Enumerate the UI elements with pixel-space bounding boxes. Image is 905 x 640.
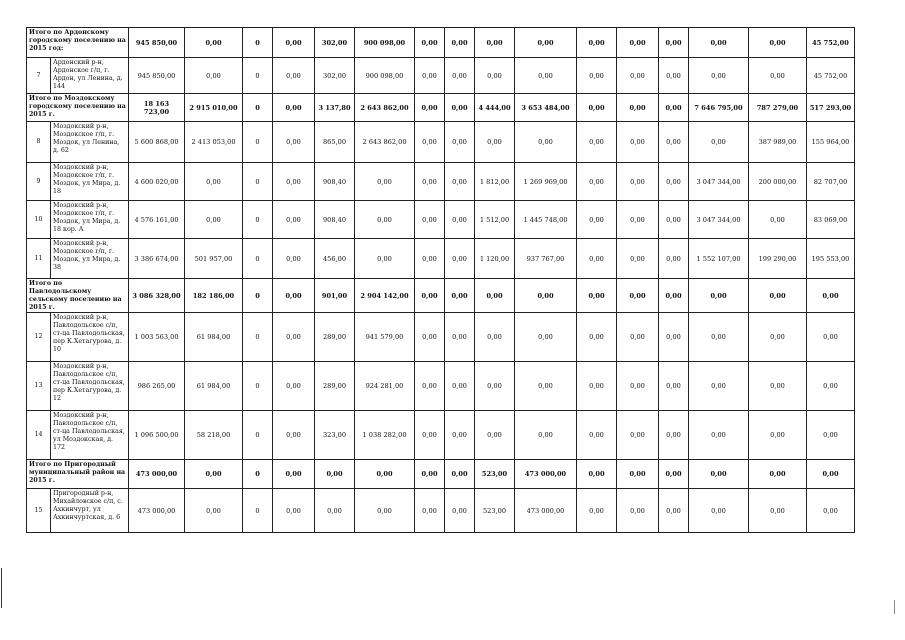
value-cell: 1 120,00	[475, 239, 515, 279]
value-cell: 0,00	[749, 28, 807, 58]
table-row	[27, 163, 855, 201]
value-cell: 0,00	[273, 201, 315, 239]
subtotal-label: Итого по Пригородный муниципальный район на 2015 г.	[27, 460, 129, 489]
capital-repair-table	[26, 27, 855, 533]
value-cell: 0,00	[445, 313, 475, 362]
value-cell: 900 098,00	[355, 28, 415, 58]
subtotal-row	[27, 94, 855, 122]
value-cell: 0,00	[749, 58, 807, 94]
value-cell: 0,00	[577, 239, 617, 279]
value-cell: 0,00	[617, 163, 659, 201]
value-cell: 0,00	[515, 58, 577, 94]
value-cell: 83 069,00	[807, 201, 855, 239]
value-cell: 0	[243, 201, 273, 239]
value-cell: 0	[243, 460, 273, 489]
value-cell: 0,00	[515, 411, 577, 460]
value-cell: 3 047 344,00	[689, 201, 749, 239]
value-cell: 0,00	[415, 489, 445, 533]
value-cell: 0	[243, 313, 273, 362]
value-cell: 45 752,00	[807, 28, 855, 58]
building-address: Моздокский р-н, Моздокское г/п, г. Моздок, ул Мира, д. 18	[51, 163, 129, 201]
value-cell: 0,00	[475, 313, 515, 362]
value-cell: 0,00	[515, 279, 577, 313]
value-cell: 0	[243, 163, 273, 201]
value-cell: 0,00	[445, 58, 475, 94]
value-cell: 0	[243, 28, 273, 58]
value-cell: 0,00	[445, 201, 475, 239]
value-cell: 195 553,00	[807, 239, 855, 279]
value-cell: 0,00	[515, 313, 577, 362]
building-address: Моздокский р-н, Моздокское г/п, г. Моздок, ул Ленина, д. 62	[51, 122, 129, 163]
value-cell: 5 600 868,00	[129, 122, 185, 163]
value-cell: 182 186,00	[185, 279, 243, 313]
value-cell: 0,00	[689, 122, 749, 163]
value-cell: 0,00	[515, 362, 577, 411]
value-cell: 0,00	[659, 362, 689, 411]
value-cell: 0,00	[577, 460, 617, 489]
value-cell: 0,00	[577, 28, 617, 58]
value-cell: 0,00	[355, 201, 415, 239]
value-cell: 0,00	[185, 460, 243, 489]
value-cell: 0,00	[617, 122, 659, 163]
value-cell: 0,00	[415, 201, 445, 239]
value-cell: 924 281,00	[355, 362, 415, 411]
value-cell: 0,00	[515, 28, 577, 58]
value-cell: 0,00	[659, 94, 689, 122]
table-row	[27, 58, 855, 94]
value-cell: 1 445 748,00	[515, 201, 577, 239]
value-cell: 0,00	[617, 28, 659, 58]
value-cell: 473 000,00	[129, 489, 185, 533]
value-cell: 1 269 969,00	[515, 163, 577, 201]
value-cell: 0	[243, 279, 273, 313]
row-number: 14	[27, 411, 51, 460]
value-cell: 0,00	[445, 460, 475, 489]
value-cell: 0,00	[617, 279, 659, 313]
value-cell: 0,00	[185, 58, 243, 94]
value-cell: 986 265,00	[129, 362, 185, 411]
value-cell: 0,00	[445, 489, 475, 533]
value-cell: 0,00	[445, 239, 475, 279]
value-cell: 908,40	[315, 163, 355, 201]
value-cell: 200 000,00	[749, 163, 807, 201]
value-cell: 0,00	[475, 28, 515, 58]
value-cell: 289,00	[315, 362, 355, 411]
value-cell: 1 003 563,00	[129, 313, 185, 362]
value-cell: 2 904 142,00	[355, 279, 415, 313]
value-cell: 0,00	[749, 411, 807, 460]
subtotal-row	[27, 28, 855, 58]
value-cell: 18 163 723,00	[129, 94, 185, 122]
value-cell: 0,00	[273, 28, 315, 58]
value-cell: 0,00	[445, 28, 475, 58]
value-cell: 3 386 674,00	[129, 239, 185, 279]
row-number: 8	[27, 122, 51, 163]
value-cell: 0,00	[475, 362, 515, 411]
value-cell: 2 643 862,00	[355, 122, 415, 163]
value-cell: 1 552 107,00	[689, 239, 749, 279]
value-cell: 0,00	[617, 460, 659, 489]
value-cell: 456,00	[315, 239, 355, 279]
value-cell: 787 279,00	[749, 94, 807, 122]
value-cell: 0,00	[807, 362, 855, 411]
row-number: 15	[27, 489, 51, 533]
value-cell: 0,00	[355, 460, 415, 489]
value-cell: 517 293,00	[807, 94, 855, 122]
building-address: Моздокский р-н, Моздокское г/п, г. Моздок, ул Мира, д. 38	[51, 239, 129, 279]
value-cell: 0,00	[273, 122, 315, 163]
value-cell: 0,00	[577, 94, 617, 122]
value-cell: 0,00	[577, 58, 617, 94]
value-cell: 0,00	[807, 313, 855, 362]
value-cell: 900 098,00	[355, 58, 415, 94]
value-cell: 0,00	[807, 411, 855, 460]
value-cell: 523,00	[475, 489, 515, 533]
value-cell: 0,00	[659, 411, 689, 460]
value-cell: 0,00	[749, 489, 807, 533]
value-cell: 0,00	[185, 201, 243, 239]
value-cell: 0,00	[617, 58, 659, 94]
value-cell: 3 137,80	[315, 94, 355, 122]
value-cell: 0,00	[659, 489, 689, 533]
value-cell: 302,00	[315, 58, 355, 94]
building-address: Моздокский р-н, Моздокское г/п, г. Моздок, ул Мира, д. 18 кор. А	[51, 201, 129, 239]
value-cell: 0,00	[617, 239, 659, 279]
subtotal-label: Итого по Павлодольскому сельскому поселению на 2015 г.	[27, 279, 129, 313]
value-cell: 0,00	[617, 94, 659, 122]
value-cell: 473 000,00	[129, 460, 185, 489]
value-cell: 0,00	[617, 411, 659, 460]
value-cell: 0,00	[415, 460, 445, 489]
value-cell: 0,00	[659, 313, 689, 362]
value-cell: 0,00	[659, 239, 689, 279]
building-address: Моздокский р-н, Павлодольское с/п, ст-ца Павлодольская, ул Моздокская, д. 172	[51, 411, 129, 460]
table-row	[27, 362, 855, 411]
table-row	[27, 489, 855, 533]
value-cell: 1 512,00	[475, 201, 515, 239]
value-cell: 0,00	[185, 28, 243, 58]
value-cell: 901,00	[315, 279, 355, 313]
value-cell: 0,00	[415, 362, 445, 411]
row-number: 11	[27, 239, 51, 279]
value-cell: 0,00	[445, 279, 475, 313]
value-cell: 323,00	[315, 411, 355, 460]
value-cell: 0	[243, 362, 273, 411]
row-number: 13	[27, 362, 51, 411]
table-row	[27, 122, 855, 163]
value-cell: 0,00	[749, 460, 807, 489]
value-cell: 302,00	[315, 28, 355, 58]
row-number: 9	[27, 163, 51, 201]
value-cell: 0,00	[659, 460, 689, 489]
subtotal-row	[27, 460, 855, 489]
value-cell: 0,00	[689, 362, 749, 411]
value-cell: 0,00	[749, 362, 807, 411]
table-row	[27, 239, 855, 279]
subtotal-label: Итого по Ардонскому городскому поселению на 2015 год:	[27, 28, 129, 58]
value-cell: 0,00	[749, 279, 807, 313]
value-cell: 4 444,00	[475, 94, 515, 122]
value-cell: 0,00	[617, 201, 659, 239]
value-cell: 0,00	[689, 28, 749, 58]
value-cell: 0,00	[445, 411, 475, 460]
value-cell: 0,00	[617, 313, 659, 362]
value-cell: 0,00	[415, 239, 445, 279]
value-cell: 2 643 862,00	[355, 94, 415, 122]
value-cell: 289,00	[315, 313, 355, 362]
value-cell: 0,00	[415, 279, 445, 313]
value-cell: 0,00	[689, 460, 749, 489]
value-cell: 0,00	[577, 313, 617, 362]
value-cell: 1 096 500,00	[129, 411, 185, 460]
value-cell: 0	[243, 122, 273, 163]
value-cell: 0,00	[617, 362, 659, 411]
value-cell: 0,00	[273, 58, 315, 94]
value-cell: 3 086 328,00	[129, 279, 185, 313]
value-cell: 0,00	[185, 489, 243, 533]
value-cell: 0,00	[273, 362, 315, 411]
value-cell: 0,00	[273, 279, 315, 313]
value-cell: 0,00	[185, 163, 243, 201]
value-cell: 473 000,00	[515, 460, 577, 489]
value-cell: 941 579,00	[355, 313, 415, 362]
value-cell: 0,00	[689, 411, 749, 460]
value-cell: 3 047 344,00	[689, 163, 749, 201]
value-cell: 0,00	[689, 313, 749, 362]
value-cell: 0,00	[415, 411, 445, 460]
value-cell: 0	[243, 489, 273, 533]
value-cell: 4 576 161,00	[129, 201, 185, 239]
value-cell: 0,00	[445, 94, 475, 122]
value-cell: 82 707,00	[807, 163, 855, 201]
value-cell: 0,00	[577, 201, 617, 239]
value-cell: 0,00	[475, 279, 515, 313]
value-cell: 0,00	[659, 163, 689, 201]
value-cell: 0,00	[273, 460, 315, 489]
building-address: Пригородный р-н, Михайловское с/п, с. Ахкинчурт, ул Ахкинчуртская, д. 6	[51, 489, 129, 533]
value-cell: 0,00	[577, 362, 617, 411]
value-cell: 1 038 282,00	[355, 411, 415, 460]
value-cell: 0,00	[807, 279, 855, 313]
value-cell: 0,00	[445, 163, 475, 201]
value-cell: 0,00	[475, 122, 515, 163]
value-cell: 0,00	[415, 163, 445, 201]
value-cell: 2 915 010,00	[185, 94, 243, 122]
value-cell: 0,00	[749, 313, 807, 362]
value-cell: 0,00	[273, 94, 315, 122]
value-cell: 0,00	[577, 489, 617, 533]
table-row	[27, 313, 855, 362]
value-cell: 0,00	[415, 28, 445, 58]
subtotal-row	[27, 279, 855, 313]
table-row	[27, 201, 855, 239]
value-cell: 61 984,00	[185, 362, 243, 411]
value-cell: 0,00	[315, 460, 355, 489]
value-cell: 0,00	[659, 58, 689, 94]
value-cell: 908,40	[315, 201, 355, 239]
value-cell: 523,00	[475, 460, 515, 489]
value-cell: 0,00	[315, 489, 355, 533]
value-cell: 199 290,00	[749, 239, 807, 279]
table-row	[27, 411, 855, 460]
row-number: 7	[27, 58, 51, 94]
value-cell: 0,00	[807, 460, 855, 489]
value-cell: 155 964,00	[807, 122, 855, 163]
value-cell: 3 653 484,00	[515, 94, 577, 122]
building-address: Моздокский р-н, Павлодольское с/п, ст-ца Павлодольская, пер К.Хетагурова, д. 12	[51, 362, 129, 411]
value-cell: 0,00	[515, 122, 577, 163]
value-cell: 0,00	[355, 163, 415, 201]
value-cell: 0,00	[807, 489, 855, 533]
value-cell: 0	[243, 239, 273, 279]
value-cell: 0	[243, 94, 273, 122]
row-number: 12	[27, 313, 51, 362]
value-cell: 945 850,00	[129, 28, 185, 58]
value-cell: 0,00	[577, 163, 617, 201]
value-cell: 0,00	[273, 489, 315, 533]
value-cell: 0,00	[617, 489, 659, 533]
value-cell: 865,00	[315, 122, 355, 163]
margin-mark	[1, 568, 2, 608]
value-cell: 0,00	[273, 411, 315, 460]
value-cell: 0,00	[273, 239, 315, 279]
value-cell: 501 957,00	[185, 239, 243, 279]
value-cell: 0,00	[445, 362, 475, 411]
subtotal-label: Итого по Моздокскому городскому поселению на 2015 г.	[27, 94, 129, 122]
value-cell: 7 646 795,00	[689, 94, 749, 122]
value-cell: 45 752,00	[807, 58, 855, 94]
value-cell: 0,00	[445, 122, 475, 163]
value-cell: 0	[243, 58, 273, 94]
row-number: 10	[27, 201, 51, 239]
building-address: Моздокский р-н, Павлодольское с/п, ст-ца Павлодольская, пер К.Хетагурова, д. 10	[51, 313, 129, 362]
value-cell: 0,00	[415, 94, 445, 122]
value-cell: 0,00	[355, 489, 415, 533]
value-cell: 0,00	[415, 122, 445, 163]
value-cell: 0	[243, 411, 273, 460]
value-cell: 0,00	[415, 313, 445, 362]
value-cell: 0,00	[689, 279, 749, 313]
value-cell: 473 000,00	[515, 489, 577, 533]
value-cell: 0,00	[689, 489, 749, 533]
value-cell: 0,00	[415, 58, 445, 94]
value-cell: 0,00	[659, 28, 689, 58]
value-cell: 0,00	[659, 279, 689, 313]
value-cell: 1 812,00	[475, 163, 515, 201]
value-cell: 0,00	[273, 313, 315, 362]
value-cell: 937 767,00	[515, 239, 577, 279]
value-cell: 0,00	[273, 163, 315, 201]
value-cell: 387 989,00	[749, 122, 807, 163]
value-cell: 0,00	[659, 122, 689, 163]
value-cell: 2 413 053,00	[185, 122, 243, 163]
table-body	[27, 28, 855, 533]
value-cell: 0,00	[659, 201, 689, 239]
value-cell: 61 984,00	[185, 313, 243, 362]
value-cell: 0,00	[577, 411, 617, 460]
value-cell: 58 218,00	[185, 411, 243, 460]
value-cell: 0,00	[577, 122, 617, 163]
value-cell: 0,00	[577, 279, 617, 313]
value-cell: 0,00	[475, 58, 515, 94]
value-cell: 0,00	[355, 239, 415, 279]
margin-mark	[894, 600, 895, 614]
value-cell: 0,00	[749, 201, 807, 239]
value-cell: 0,00	[475, 411, 515, 460]
value-cell: 4 600 020,00	[129, 163, 185, 201]
value-cell: 0,00	[689, 58, 749, 94]
value-cell: 945 850,00	[129, 58, 185, 94]
building-address: Ардонский р-н, Ардонское г/п, г. Ардон, ул Ленина, д. 144	[51, 58, 129, 94]
